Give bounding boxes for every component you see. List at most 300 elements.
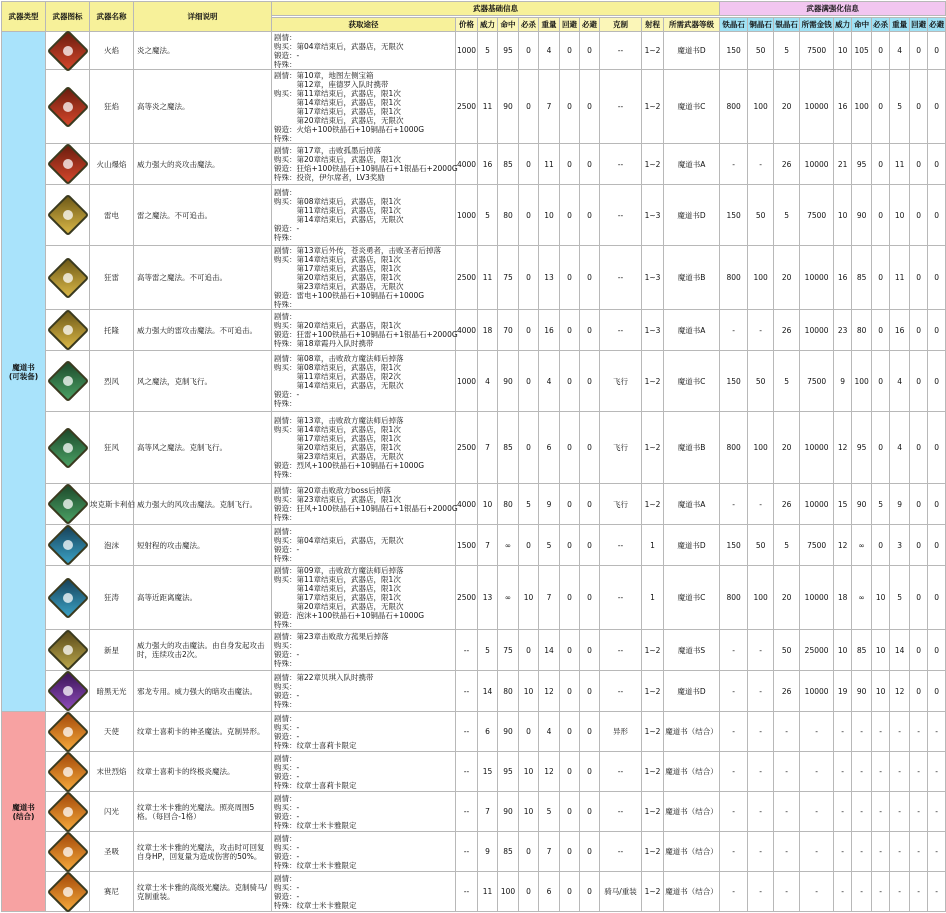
acquisition-line: 特殊：纹章士米卡雅限定 [274, 860, 357, 870]
stat-e-crit: 0 [872, 310, 890, 351]
acquisition-line: 锻造：- [274, 771, 300, 781]
stat-power: 5 [478, 630, 498, 671]
stat-range: 1 [642, 566, 664, 630]
weapon-name: 埃克斯卡利伯 [90, 484, 134, 525]
tome-emblem [60, 497, 74, 511]
stat-counter: -- [600, 671, 642, 712]
stat-copper: 50 [748, 351, 774, 412]
stat-crit: 0 [519, 310, 539, 351]
weapon-row [2, 671, 946, 712]
stat-e-crit: 0 [872, 525, 890, 566]
stat-evade: 0 [580, 246, 600, 310]
stat-counter: -- [600, 525, 642, 566]
stat-gold: - [800, 752, 834, 792]
weapon-row [2, 832, 946, 872]
weapon-description: 威力强大的风攻击魔法。克制飞行。 [134, 484, 272, 525]
header-desc: 详细说明 [134, 2, 272, 32]
stat-e-crit: 10 [872, 630, 890, 671]
weapon-description: 纹章士喜莉卡的神圣魔法。克制异形。 [134, 712, 272, 752]
stat-iron: 150 [720, 351, 748, 412]
stat-gold: 7500 [800, 32, 834, 70]
stat-level: 魔道书B [664, 412, 720, 484]
stat-dodge: 0 [560, 752, 580, 792]
stat-power: 14 [478, 671, 498, 712]
stat-e-dodge: - [910, 752, 928, 792]
stat-e-dodge: 0 [910, 484, 928, 525]
stat-e-hit: 95 [852, 412, 872, 484]
stat-e-dodge: - [910, 872, 928, 912]
stat-level: 魔道书C [664, 566, 720, 630]
weapon-icon-cell [46, 832, 90, 872]
weapon-name: 天使 [90, 712, 134, 752]
stat-gold: 25000 [800, 630, 834, 671]
stat-gold: 10000 [800, 70, 834, 144]
weapon-name: 托隆 [90, 310, 134, 351]
stat-counter: 飞行 [600, 412, 642, 484]
acquisition-cell [272, 32, 456, 70]
acquisition-line: 第20章结束后，武器店，限1次 [274, 273, 401, 282]
weapon-row [2, 351, 946, 412]
stat-iron: - [720, 832, 748, 872]
stat-iron: - [720, 752, 748, 792]
stat-level: 魔道书（结合） [664, 712, 720, 752]
weapon-name: 末世烈焰 [90, 752, 134, 792]
stat-copper: - [748, 671, 774, 712]
stat-hit: 90 [498, 351, 519, 412]
stat-gold: 10000 [800, 484, 834, 525]
stat-copper: - [748, 832, 774, 872]
weapon-icon-cell [46, 484, 90, 525]
stat-e-dodge: 0 [910, 246, 928, 310]
acquisition-line: 剧情： [274, 32, 297, 42]
fire-tome-icon [46, 85, 88, 127]
stat-e-hit: 90 [852, 484, 872, 525]
stat-gold: 7500 [800, 185, 834, 246]
stat-e-hit: 100 [852, 70, 872, 144]
stat-price: 4000 [456, 310, 478, 351]
acquisition-cell [272, 832, 456, 872]
stat-copper: 100 [748, 566, 774, 630]
stat-e-evade: 0 [928, 351, 946, 412]
stat-e-evade: - [928, 792, 946, 832]
weapon-row [2, 310, 946, 351]
stat-range: 1~2 [642, 792, 664, 832]
section-label: 魔道书 (结合) [2, 712, 46, 912]
stat-power: 10 [478, 484, 498, 525]
stat-weight: 10 [539, 185, 560, 246]
acquisition-line: 第12章，座德罗入队时携带 [274, 79, 389, 89]
stat-price: -- [456, 792, 478, 832]
stat-hit: 75 [498, 246, 519, 310]
stat-weight: 16 [539, 310, 560, 351]
stat-counter: -- [600, 792, 642, 832]
stat-crit: 0 [519, 525, 539, 566]
weapon-description: 威力强大的炎攻击魔法。 [134, 144, 272, 185]
stat-e-hit: - [852, 832, 872, 872]
stat-weight: 5 [539, 792, 560, 832]
stat-copper: - [748, 712, 774, 752]
stat-range: 1~2 [642, 630, 664, 671]
stat-e-power: - [834, 792, 852, 832]
stat-gold: 10000 [800, 310, 834, 351]
stat-iron: 150 [720, 525, 748, 566]
stat-e-crit: - [872, 792, 890, 832]
acquisition-line: 特殊： [274, 300, 297, 309]
stat-e-dodge: 0 [910, 32, 928, 70]
thunder-tome-icon [46, 256, 88, 298]
acquisition-line: 第17章结束后，武器店，限1次 [274, 106, 401, 116]
stat-dodge: 0 [560, 412, 580, 484]
stat-power: 7 [478, 792, 498, 832]
stat-e-weight: 11 [890, 246, 910, 310]
stat-e-evade: 0 [928, 525, 946, 566]
stat-copper: 50 [748, 185, 774, 246]
stat-price: 4000 [456, 484, 478, 525]
stat-power: 9 [478, 832, 498, 872]
tome-emblem [60, 844, 74, 858]
acquisition-line: 购买：- [274, 722, 300, 732]
tome-emblem [60, 684, 74, 698]
acquisition-line: 特殊： [274, 133, 297, 143]
tome-emblem [60, 804, 74, 818]
stat-gold: - [800, 712, 834, 752]
stat-power: 5 [478, 185, 498, 246]
tome-emblem [60, 43, 74, 57]
stat-copper: 100 [748, 412, 774, 484]
header-price: 价格 [456, 18, 478, 32]
dark-tome-icon [46, 670, 88, 712]
acquisition-line: 第14章结束后，武器店，无限次 [274, 215, 404, 224]
stat-iron: 150 [720, 32, 748, 70]
thunder-tome-icon [46, 309, 88, 351]
weapon-name: 闪光 [90, 792, 134, 832]
stat-weight: 12 [539, 671, 560, 712]
acquisition-line: 购买：第04章结束后，武器店，无限次 [274, 536, 404, 545]
header-dodge: 回避 [560, 18, 580, 32]
acquisition-line: 剧情：第20章击败敌方boss后掉落 [274, 486, 391, 495]
stat-copper: - [748, 484, 774, 525]
header-ore-silver: 银晶石 [774, 18, 800, 32]
acquisition-cell [272, 671, 456, 712]
stat-crit: 10 [519, 671, 539, 712]
stat-crit: 0 [519, 630, 539, 671]
stat-e-crit: 0 [872, 412, 890, 484]
acquisition-line: 特殊： [274, 233, 297, 242]
stat-gold: 7500 [800, 351, 834, 412]
star-tome-icon [46, 629, 88, 671]
stat-weight: 7 [539, 70, 560, 144]
stat-evade: 0 [580, 872, 600, 912]
stat-iron: - [720, 144, 748, 185]
stat-crit: 0 [519, 32, 539, 70]
acquisition-line: 特殊：纹章士喜莉卡限定 [274, 780, 357, 790]
weapon-description: 纹章士喜莉卡的终极炎魔法。 [134, 752, 272, 792]
stat-evade: 0 [580, 351, 600, 412]
stat-e-power: - [834, 752, 852, 792]
header-weight: 重量 [539, 18, 560, 32]
stat-level: 魔道书（结合） [664, 792, 720, 832]
acquisition-line: 第14章结束后，武器店，无限次 [274, 381, 404, 390]
stat-e-weight: 4 [890, 32, 910, 70]
stat-copper: - [748, 144, 774, 185]
header-enhance-group: 武器满强化信息 [720, 2, 946, 16]
stat-iron: - [720, 484, 748, 525]
acquisition-cell [272, 185, 456, 246]
header-icon: 武器图标 [46, 2, 90, 32]
acquisition-cell [272, 872, 456, 912]
stat-e-evade: 0 [928, 412, 946, 484]
weapon-row [2, 630, 946, 671]
weapon-icon-cell [46, 525, 90, 566]
acquisition-line: 购买：第04章结束后，武器店，无限次 [274, 41, 404, 51]
stat-e-crit: 10 [872, 566, 890, 630]
stat-dodge: 0 [560, 671, 580, 712]
stat-gold: - [800, 872, 834, 912]
weapon-row [2, 752, 946, 792]
stat-evade: 0 [580, 70, 600, 144]
acquisition-line: 第20章结束后，武器店，无限次 [274, 115, 404, 125]
acquisition-line: 特殊：第18章霞丹入队时携带 [274, 339, 374, 348]
weapon-row [2, 185, 946, 246]
acquisition-line: 特殊： [274, 59, 297, 69]
stat-silver: - [774, 792, 800, 832]
stat-evade: 0 [580, 484, 600, 525]
acquisition-line: 第23章结束后，武器店，无限次 [274, 282, 404, 291]
weapon-name: 泡沫 [90, 525, 134, 566]
stat-weight: 4 [539, 32, 560, 70]
stat-silver: 5 [774, 32, 800, 70]
stat-power: 16 [478, 144, 498, 185]
stat-e-hit: ∞ [852, 566, 872, 630]
stat-evade: 0 [580, 752, 600, 792]
stat-copper: - [748, 310, 774, 351]
stat-counter: 飞行 [600, 351, 642, 412]
stat-e-hit: ∞ [852, 525, 872, 566]
stat-silver: 5 [774, 185, 800, 246]
stat-e-dodge: - [910, 712, 928, 752]
stat-evade: 0 [580, 566, 600, 630]
acquisition-line: 购买：第14章结束后，武器店，限1次 [274, 425, 401, 434]
stat-e-power: 16 [834, 246, 852, 310]
stat-e-evade: - [928, 832, 946, 872]
acquisition-line: 锻造：狂雷+100铁晶石+10铜晶石+1银晶石+2000G [274, 330, 458, 339]
weapon-row [2, 144, 946, 185]
stat-e-power: 12 [834, 412, 852, 484]
stat-silver: 20 [774, 566, 800, 630]
weapon-icon-cell [46, 752, 90, 792]
tome-emblem [60, 724, 74, 738]
stat-evade: 0 [580, 525, 600, 566]
thunder-tome-icon [46, 194, 88, 236]
stat-power: 4 [478, 351, 498, 412]
header-e-evade: 必避 [928, 18, 946, 32]
stat-price: 4000 [456, 144, 478, 185]
stat-price: -- [456, 752, 478, 792]
stat-counter: -- [600, 246, 642, 310]
acquisition-line: 购买：第11章结束后，武器店，限1次 [274, 88, 401, 98]
stat-e-crit: - [872, 872, 890, 912]
weapon-name: 狂雷 [90, 246, 134, 310]
stat-e-crit: - [872, 752, 890, 792]
weapon-row [2, 872, 946, 912]
acquisition-line: 剧情： [274, 833, 297, 843]
stat-e-weight: 5 [890, 566, 910, 630]
acquisition-line: 第23章结束后，武器店，无限次 [274, 452, 404, 461]
stat-gold: 10000 [800, 144, 834, 185]
stat-weight: 6 [539, 412, 560, 484]
stat-counter: -- [600, 630, 642, 671]
stat-hit: 95 [498, 752, 519, 792]
stat-power: 11 [478, 872, 498, 912]
stat-power: 6 [478, 712, 498, 752]
stat-copper: 50 [748, 32, 774, 70]
acquisition-cell [272, 484, 456, 525]
stat-crit: 5 [519, 484, 539, 525]
weapon-icon-cell [46, 32, 90, 70]
weapon-name: 圣吸 [90, 832, 134, 872]
tome-emblem [60, 270, 74, 284]
stat-e-crit: - [872, 832, 890, 872]
acquisition-line: 剧情：第10章，地图左侧宝箱 [274, 70, 374, 80]
stat-evade: 0 [580, 712, 600, 752]
weapon-icon-cell [46, 185, 90, 246]
stat-e-evade: 0 [928, 144, 946, 185]
stat-e-dodge: 0 [910, 671, 928, 712]
stat-e-weight: - [890, 752, 910, 792]
tome-emblem [60, 643, 74, 657]
stat-level: 魔道书A [664, 144, 720, 185]
stat-copper: - [748, 872, 774, 912]
acquisition-line: 特殊： [274, 620, 297, 629]
weapon-description: 威力强大的雷攻击魔法。不可追击。 [134, 310, 272, 351]
light-tome-icon [46, 870, 88, 912]
stat-silver: - [774, 752, 800, 792]
stat-level: 魔道书（结合） [664, 872, 720, 912]
stat-iron: - [720, 310, 748, 351]
stat-e-evade: 0 [928, 671, 946, 712]
stat-hit: 80 [498, 185, 519, 246]
stat-evade: 0 [580, 630, 600, 671]
stat-iron: - [720, 872, 748, 912]
acquisition-line: 剧情： [274, 713, 297, 723]
acquisition-line: 锻造：烈风+100铁晶石+10铜晶石+1000G [274, 461, 425, 470]
stat-power: 11 [478, 246, 498, 310]
stat-gold: 7500 [800, 525, 834, 566]
light-tome-icon [46, 830, 88, 872]
wind-tome-icon [46, 483, 88, 525]
stat-hit: 90 [498, 70, 519, 144]
stat-e-dodge: 0 [910, 351, 928, 412]
tome-emblem [60, 374, 74, 388]
stat-e-power: - [834, 872, 852, 912]
tome-emblem [60, 440, 74, 454]
weapon-description: 高等雷之魔法。不可追击。 [134, 246, 272, 310]
stat-price: -- [456, 671, 478, 712]
stat-e-crit: 5 [872, 484, 890, 525]
stat-counter: -- [600, 185, 642, 246]
acquisition-cell [272, 310, 456, 351]
weapon-name: 烈风 [90, 351, 134, 412]
acquisition-line: 特殊： [274, 700, 297, 709]
weapon-row [2, 792, 946, 832]
acquisition-line: 剧情： [274, 188, 297, 197]
header-level: 所需武器等级 [664, 18, 720, 32]
stat-gold: - [800, 832, 834, 872]
stat-counter: -- [600, 832, 642, 872]
stat-e-dodge: 0 [910, 144, 928, 185]
header-ore-iron: 铁晶石 [720, 18, 748, 32]
stat-level: 魔道书D [664, 671, 720, 712]
acquisition-line: 购买：第08章结束后，武器店，限1次 [274, 363, 401, 372]
weapon-name: 狂风 [90, 412, 134, 484]
stat-counter: -- [600, 566, 642, 630]
stat-range: 1~3 [642, 310, 664, 351]
stat-price: 1000 [456, 185, 478, 246]
weapon-row [2, 525, 946, 566]
stat-e-power: 19 [834, 671, 852, 712]
acquisition-cell [272, 792, 456, 832]
stat-hit: ∞ [498, 566, 519, 630]
stat-e-evade: 0 [928, 484, 946, 525]
stat-crit: 0 [519, 412, 539, 484]
acquisition-line: 第17章结束后，武器店，限1次 [274, 434, 401, 443]
stat-dodge: 0 [560, 872, 580, 912]
wind-tome-icon [46, 360, 88, 402]
acquisition-line: 特殊： [274, 513, 297, 522]
stat-e-power: 23 [834, 310, 852, 351]
weapon-description: 纹章士米卡雅的光魔法，攻击时可回复自身HP，回复量为造成伤害的50%。 [134, 832, 272, 872]
stat-iron: 800 [720, 70, 748, 144]
stat-level: 魔道书（结合） [664, 832, 720, 872]
acquisition-line: 购买：第11章结束后，武器店，限1次 [274, 575, 401, 584]
header-acq: 获取途径 [272, 18, 456, 32]
tome-emblem [60, 99, 74, 113]
stat-silver: 20 [774, 246, 800, 310]
stat-dodge: 0 [560, 630, 580, 671]
stat-e-evade: 0 [928, 185, 946, 246]
tome-emblem [60, 157, 74, 171]
stat-dodge: 0 [560, 712, 580, 752]
wind-tome-icon [46, 426, 88, 468]
stat-e-evade: 0 [928, 32, 946, 70]
stat-e-hit: - [852, 752, 872, 792]
stat-crit: 0 [519, 351, 539, 412]
water-tome-icon [46, 524, 88, 566]
stat-evade: 0 [580, 310, 600, 351]
stat-silver: - [774, 832, 800, 872]
stat-e-weight: - [890, 712, 910, 752]
stat-e-hit: 95 [852, 144, 872, 185]
stat-power: 13 [478, 566, 498, 630]
stat-e-weight: 4 [890, 412, 910, 484]
header-e-dodge: 回避 [910, 18, 928, 32]
weapon-icon-cell [46, 70, 90, 144]
light-tome-icon [46, 790, 88, 832]
stat-e-crit: 0 [872, 32, 890, 70]
stat-e-dodge: 0 [910, 525, 928, 566]
stat-gold: 10000 [800, 412, 834, 484]
weapon-description: 短射程的攻击魔法。 [134, 525, 272, 566]
stat-e-crit: 0 [872, 70, 890, 144]
weapon-description: 炎之魔法。 [134, 32, 272, 70]
weapon-icon-cell [46, 671, 90, 712]
header-evade: 必避 [580, 18, 600, 32]
stat-e-evade: 0 [928, 566, 946, 630]
fire-tome-icon [46, 143, 88, 185]
stat-dodge: 0 [560, 70, 580, 144]
stat-power: 7 [478, 412, 498, 484]
stat-e-hit: 85 [852, 630, 872, 671]
